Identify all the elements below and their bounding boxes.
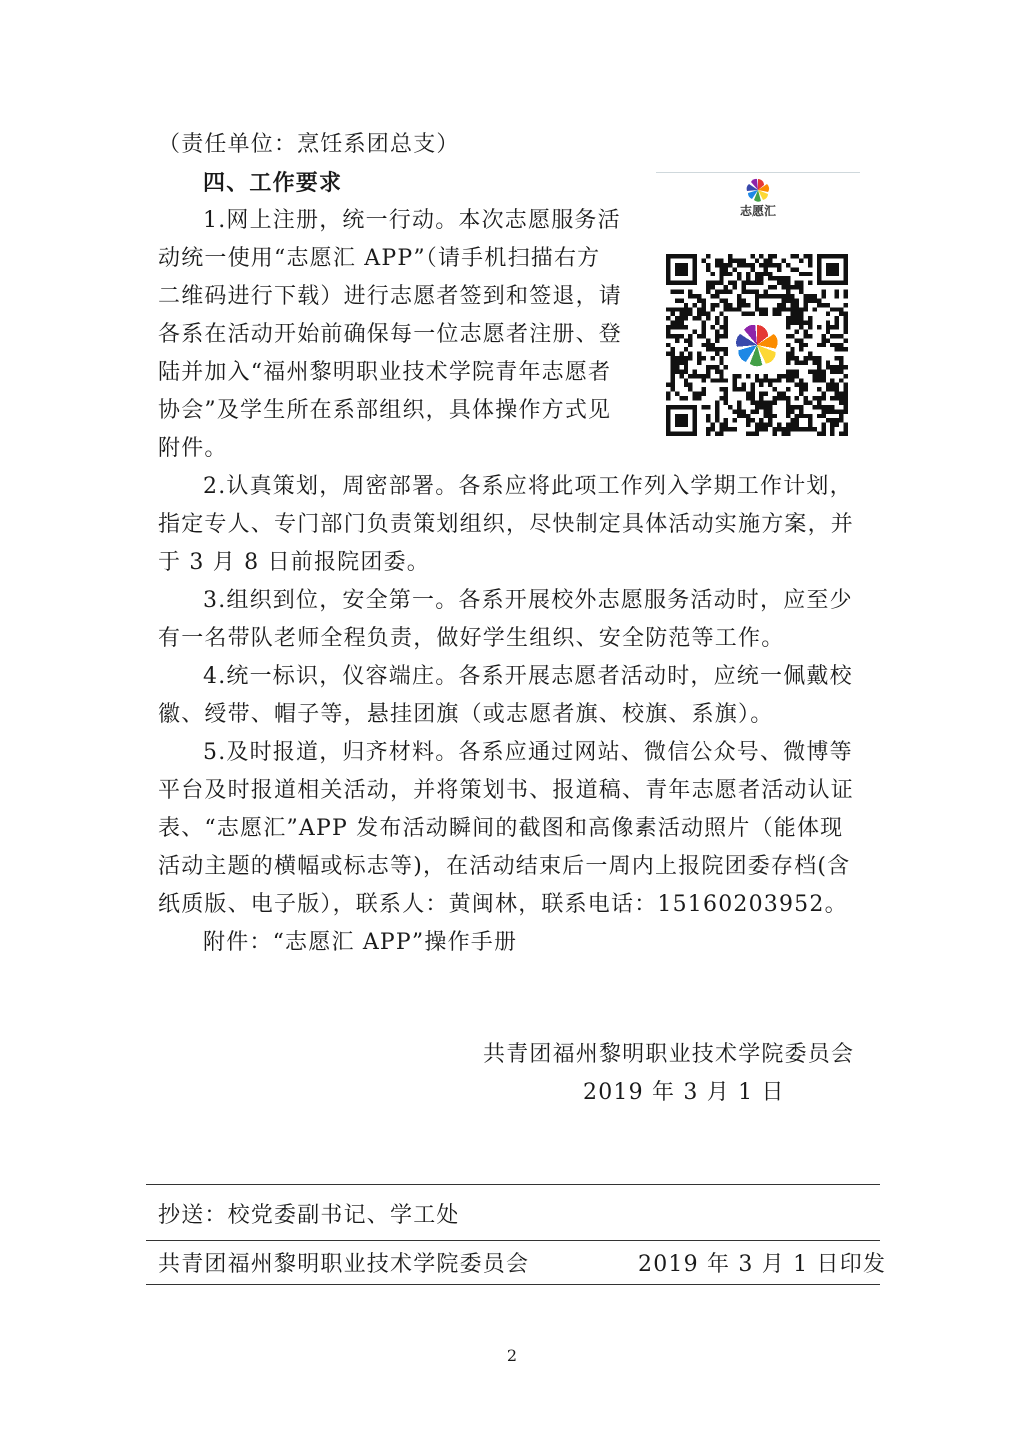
- paragraph-line: 指定专人、专门部门负责策划组织，尽快制定具体活动实施方案，并: [158, 512, 855, 537]
- attachment-line: 附件：“志愿汇 APP”操作手册: [203, 930, 518, 955]
- paragraph-line: 有一名带队老师全程负责，做好学生组织、安全防范等工作。: [158, 626, 785, 651]
- paragraph-line: 活动主题的横幅或标志等)，在活动结束后一周内上报院团委存档(含: [158, 854, 851, 879]
- footer-rule-top: [146, 1184, 880, 1185]
- divider: [656, 172, 860, 173]
- responsible-unit-note: （责任单位：烹饪系团总支）: [158, 132, 460, 157]
- issuer-line: [158, 1252, 887, 1278]
- paragraph-line: 动统一使用“志愿汇 APP”（请手机扫描右方: [158, 246, 601, 271]
- paragraph-line: 1.网上注册，统一行动。本次志愿服务活: [203, 208, 621, 233]
- signature-org: 共青团福州黎明职业技术学院委员会: [483, 1042, 855, 1067]
- section-heading-requirements: 四、工作要求: [203, 170, 343, 196]
- paragraph-line: 附件。: [158, 436, 228, 461]
- paragraph-line: 3.组织到位，安全第一。各系开展校外志愿服务活动时，应至少: [203, 588, 853, 613]
- paragraph-line: 二维码进行下载）进行志愿者签到和签退，请: [158, 284, 623, 309]
- paragraph-line: 5.及时报道，归齐材料。各系应通过网站、微信公众号、微博等: [203, 740, 853, 765]
- qr-code-icon: [666, 254, 848, 436]
- cc-line: 抄送：校党委副书记、学工处: [158, 1203, 460, 1228]
- paragraph-line: 陆并加入“福州黎明职业技术学院青年志愿者: [158, 360, 612, 385]
- paragraph-line: 2.认真策划，周密部署。各系应将此项工作列入学期工作计划，: [203, 474, 853, 499]
- issuer-name: 共青团福州黎明职业技术学院委员会: [158, 1252, 530, 1277]
- app-logo-text: 志愿汇: [739, 204, 776, 218]
- app-logo: [728, 178, 788, 222]
- page-number: 2: [506, 1346, 518, 1365]
- qr-code-block: [656, 172, 860, 440]
- qr-code-image: [666, 254, 848, 436]
- signature-date: 2019 年 3 月 1 日: [583, 1080, 785, 1105]
- pinwheel-icon: [728, 178, 788, 204]
- footer-rule-middle: [146, 1240, 880, 1241]
- footer-rule-bottom: [146, 1284, 880, 1285]
- paragraph-line: 表、“志愿汇”APP 发布活动瞬间的截图和高像素活动照片（能体现: [158, 816, 844, 841]
- paragraph-line: 于 3 月 8 日前报院团委。: [158, 550, 430, 575]
- paragraph-line: 4.统一标识，仪容端庄。各系开展志愿者活动时，应统一佩戴校: [203, 664, 853, 689]
- paragraph-line: 各系在活动开始前确保每一位志愿者注册、登: [158, 322, 623, 347]
- paragraph-line: 纸质版、电子版），联系人：黄闽林，联系电话：15160203952。: [158, 892, 848, 917]
- paragraph-line: 平台及时报道相关活动，并将策划书、报道稿、青年志愿者活动认证: [158, 778, 855, 803]
- issue-date: 2019 年 3 月 1 日印发: [638, 1252, 887, 1277]
- paragraph-line: 徽、绶带、帽子等，悬挂团旗（或志愿者旗、校旗、系旗）。: [158, 702, 774, 727]
- paragraph-line: 协会”及学生所在系部组织，具体操作方式见: [158, 398, 612, 423]
